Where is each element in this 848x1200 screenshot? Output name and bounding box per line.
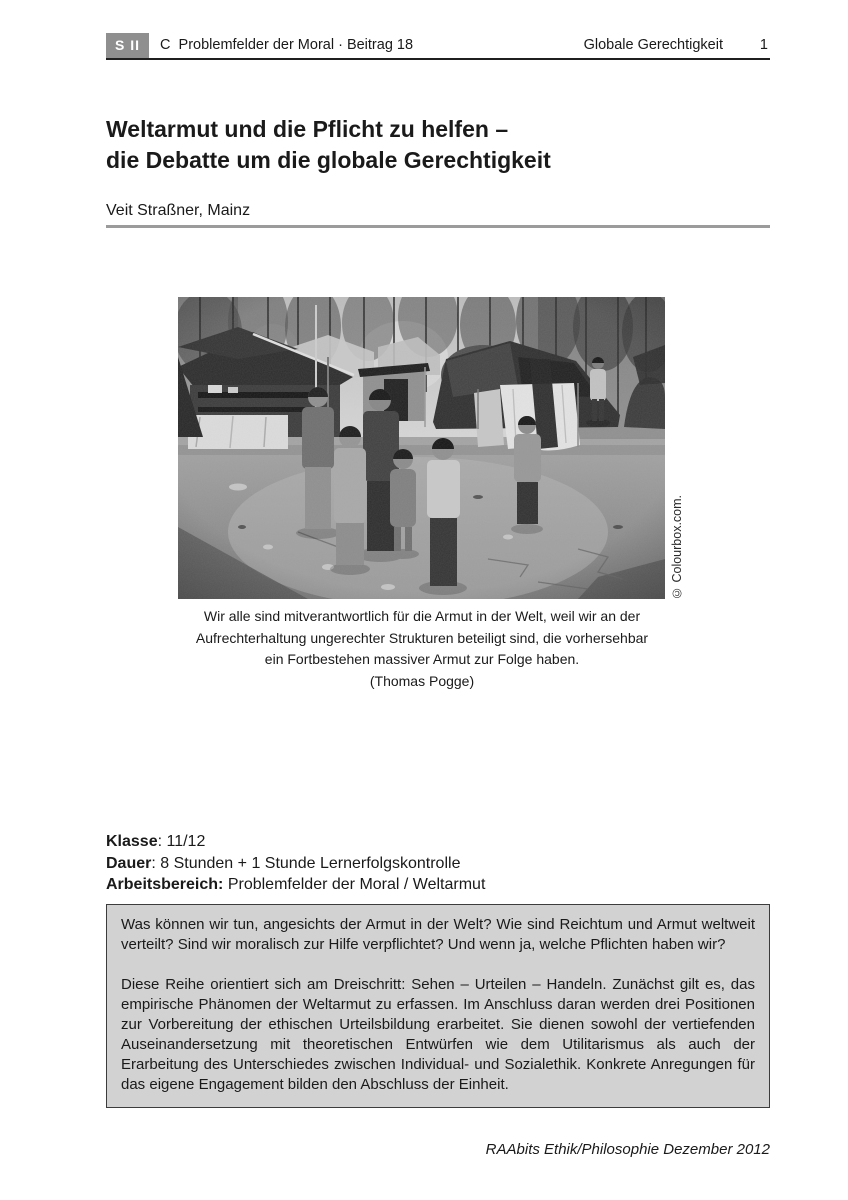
- meta-value: : 8 Stunden + 1 Stunde Lernerfolgskontrolle: [151, 854, 461, 872]
- header-page-number: 1: [759, 37, 768, 53]
- meta-row-arbeitsbereich: [106, 874, 485, 896]
- meta-row-klasse: [106, 831, 485, 853]
- lesson-meta: [106, 831, 485, 896]
- header-topic: Globale Gerechtigkeit: [583, 37, 723, 53]
- caption-attribution: (Thomas Pogge): [369, 672, 475, 689]
- author-divider: [106, 225, 770, 228]
- meta-row-dauer: [106, 853, 485, 875]
- caption-line: Aufrechterhaltung ungerechter Strukturen beteiligt sind, die vorhersehbar: [195, 629, 649, 646]
- photo-caption: [106, 606, 738, 692]
- school-level-badge: S II: [106, 33, 149, 58]
- summary-paragraph-2: Diese Reihe orientiert sich am Dreischritt: Sehen – Urteilen – Handeln. Zunächst gilt es, das empirische Phänomen der Weltarmut zu erfassen. Im Anschluss daran werden drei Positionen zur Vorbereitung der ethischen Urteilsbildung erarbeitet. Sie dienen sowohl der vertiefenden Auseinandersetzung mit theoretischen Entwürfen wie dem Utilitarismus als auch der Erarbeitung des Unterschiedes zwischen Individual- und Sozialethik. Konkrete Anregungen für das eigene Engagement bilden den Abschluss der Einheit.: [121, 976, 755, 1093]
- meta-value: : 11/12: [157, 833, 206, 850]
- meta-value: Problemfelder der Moral / Weltarmut: [223, 876, 486, 893]
- header-section-title: C Problemfelder der Moral · Beitrag 18: [160, 37, 414, 53]
- page-footer: RAAbits Ethik/Philosophie Dezember 2012: [485, 1141, 770, 1158]
- page-title-line-1: Weltarmut und die Pflicht zu helfen –: [106, 116, 509, 142]
- author-line: Veit Straßner, Mainz: [106, 202, 251, 219]
- page-header: [106, 33, 770, 60]
- caption-line: Wir alle sind mitverantwortlich für die Armut in der Welt, weil wir an der: [203, 608, 641, 624]
- photo-credit: © Colourbox.com.: [670, 494, 684, 600]
- summary-box: [106, 904, 770, 1108]
- summary-paragraph-1: Was können wir tun, angesichts der Armut in der Welt? Wie sind Reichtum und Armut weltweit verteilt? Sind wir moralisch zur Hilfe verpflichtet? Und wenn ja, welche Pflichten haben wir?: [121, 916, 755, 953]
- page-title-line-2: die Debatte um die globale Gerechtigkeit: [106, 147, 551, 173]
- camp-photo-illustration: [178, 297, 665, 599]
- meta-label: Klasse: [106, 833, 158, 850]
- caption-line: ein Fortbestehen massiver Armut zur Folge haben.: [264, 651, 580, 667]
- meta-label: Arbeitsbereich:: [106, 876, 224, 893]
- meta-label: Dauer: [106, 854, 152, 872]
- page-title: [106, 114, 551, 176]
- poverty-camp-photo: [178, 297, 665, 599]
